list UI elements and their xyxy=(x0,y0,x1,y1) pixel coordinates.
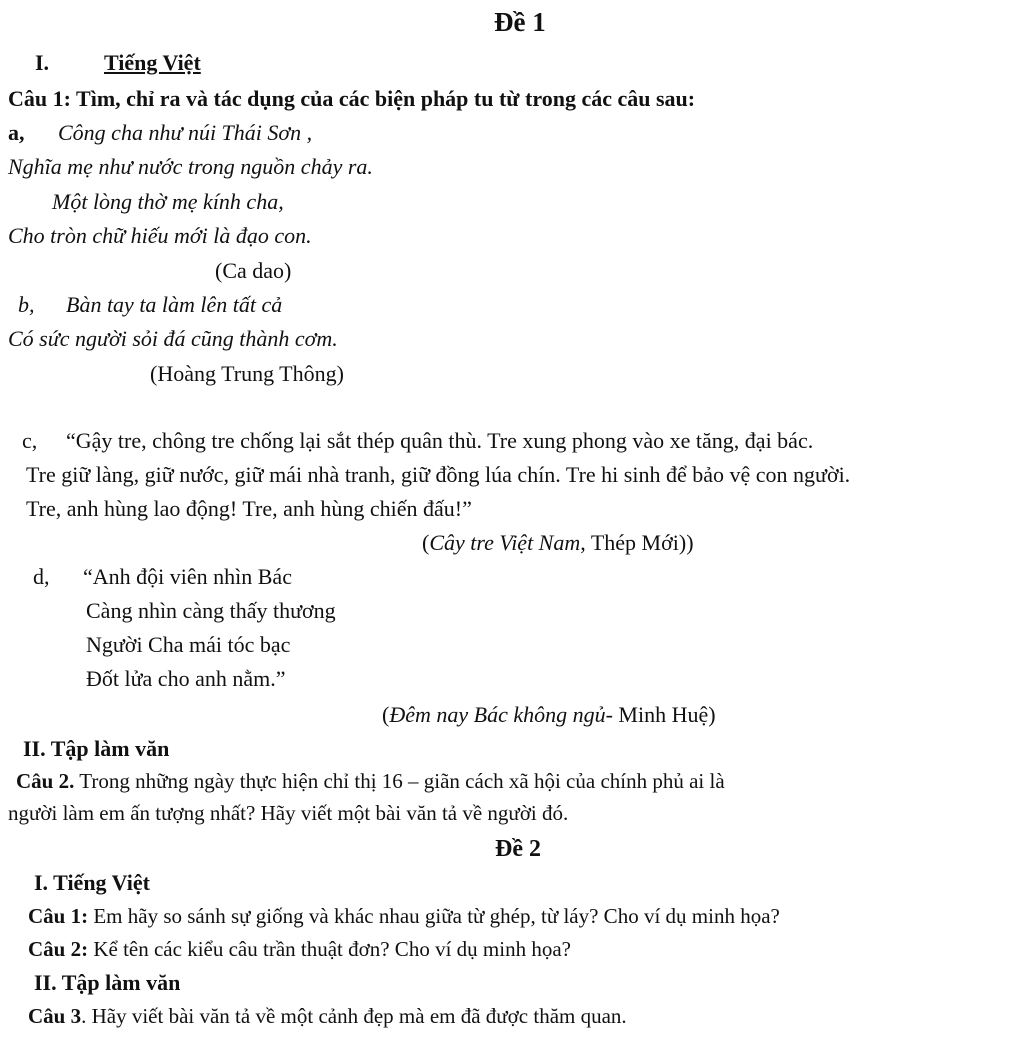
item-c-source-rest: , Thép Mới)) xyxy=(580,530,694,555)
item-c-source-work: Cây tre Việt Nam xyxy=(429,530,581,555)
de2-section1-title: I. Tiếng Việt xyxy=(34,870,150,895)
item-b-label: b, xyxy=(18,292,35,317)
de1-question2-text: Trong những ngày thực hiện chỉ thị 16 – giãn cách xã hội của chính phủ ai là xyxy=(74,769,725,793)
de2-question3-label: Câu 3 xyxy=(28,1004,82,1028)
item-c-line2: Tre giữ làng, giữ nước, giữ mái nhà tranh, giữ đồng lúa chín. Tre hi sinh để bảo vệ con người. xyxy=(26,462,851,487)
item-d-line2: Càng nhìn càng thấy thương xyxy=(86,598,336,623)
de2-question1 xyxy=(28,904,780,929)
de2-title: Đề 2 xyxy=(495,836,541,862)
item-d-line1: “Anh đội viên nhìn Bác xyxy=(83,564,292,589)
item-a-line3: Một lòng thờ mẹ kính cha, xyxy=(52,189,284,214)
item-c-source-open: ( xyxy=(422,530,430,555)
de1-question1: Câu 1: Tìm, chỉ ra và tác dụng của các biện pháp tu từ trong các câu sau: xyxy=(8,86,696,111)
de2-section2-title: II. Tập làm văn xyxy=(34,970,181,995)
de1-question2-label: Câu 2. xyxy=(16,769,75,793)
item-a-source: (Ca dao) xyxy=(215,258,292,283)
item-d-label: d, xyxy=(33,564,50,589)
item-d-source-work: Đêm nay Bác không ngủ xyxy=(389,702,606,727)
item-b-source: (Hoàng Trung Thông) xyxy=(150,361,344,386)
item-d-line3: Người Cha mái tóc bạc xyxy=(86,632,291,657)
de2-question1-text: Em hãy so sánh sự giống và khác nhau giữa từ ghép, từ láy? Cho ví dụ minh họa? xyxy=(88,904,780,928)
de1-title: Đề 1 xyxy=(494,7,546,37)
de2-question1-label: Câu 1: xyxy=(28,904,89,928)
de2-question2-label: Câu 2: xyxy=(28,937,89,961)
item-d-source xyxy=(382,702,716,728)
item-b-line2: Có sức người sỏi đá cũng thành cơm. xyxy=(8,326,338,351)
item-b-line1: Bàn tay ta làm lên tất cả xyxy=(66,292,283,317)
item-c-line3: Tre, anh hùng lao động! Tre, anh hùng chiến đấu!” xyxy=(26,496,472,521)
item-d-line4: Đốt lửa cho anh nằm.” xyxy=(86,666,286,691)
de1-section2-title: II. Tập làm văn xyxy=(23,736,170,761)
de2-question3-text: . Hãy viết bài văn tả về một cảnh đẹp mà em đã được thăm quan. xyxy=(81,1004,627,1028)
item-a-line1: Công cha như núi Thái Sơn , xyxy=(58,120,313,145)
de1-question2-line1 xyxy=(16,769,725,794)
item-c-label: c, xyxy=(22,428,38,453)
item-d-source-open: ( xyxy=(382,702,390,727)
item-c-source xyxy=(422,530,694,556)
de2-question3 xyxy=(28,1004,627,1029)
item-a-line2: Nghĩa mẹ như nước trong nguồn chảy ra. xyxy=(8,154,373,179)
de1-question2-line2: người làm em ấn tượng nhất? Hãy viết một bài văn tả về người đó. xyxy=(8,801,569,825)
item-d-source-rest: - Minh Huệ) xyxy=(605,702,716,727)
de2-question2 xyxy=(28,937,571,962)
item-a-line4: Cho tròn chữ hiếu mới là đạo con. xyxy=(8,223,312,248)
de2-question2-text: Kể tên các kiểu câu trần thuật đơn? Cho ví dụ minh họa? xyxy=(88,937,571,961)
de1-section1-title: Tiếng Việt xyxy=(104,50,201,75)
item-a-label: a, xyxy=(8,120,25,145)
item-c-line1: “Gậy tre, chông tre chống lại sắt thép quân thù. Tre xung phong vào xe tăng, đại bác. xyxy=(66,428,814,453)
de1-section1-number: I. xyxy=(35,50,50,75)
